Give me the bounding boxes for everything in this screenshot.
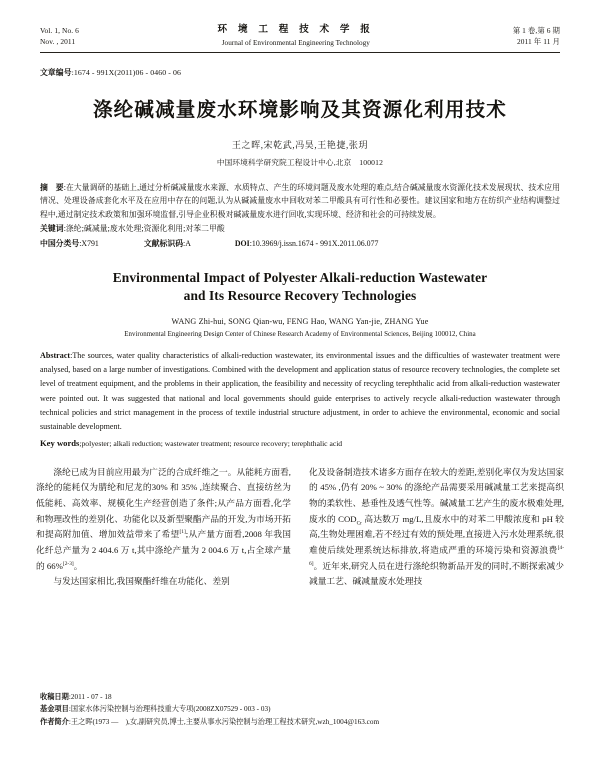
clc-value: :X791: [79, 239, 99, 249]
doi-label: DOI: [234, 239, 250, 249]
doccode-value: :A: [183, 239, 191, 249]
doccode-label: 文献标识码: [143, 239, 184, 249]
reference-marker: [4-6]: [309, 545, 564, 567]
footnote-received: [40, 691, 564, 703]
volume-issue-cn: 第 1 卷,第 6 期: [512, 25, 560, 35]
para-text: 化及设备制造技术诸多方面存在较大的差距,差别化率仅为发达国家的 45% ,仍有 20% ~ 30% 的涤纶产品需要采用碱减量工艺来提高织物的柔软性、悬垂性及透气性等。碱减量工艺产生的废水极难处理,废水的 COD: [309, 466, 564, 524]
abstract-en-text: :The sources, water quality characteristics of alkali-reduction wastewater, its environmental issues and the difficulties of wastewater treatment were analysed, based on a large number of investigations. Combined with the development and application status of resource recovery technologies, the complete set level of treatment equipment, and the problems in their application, the feasibility and necessity of recycling terephthalic acid from alkali-reduction wastewater were pointed out. It was suggested that national and local governments should guide enterprises to actively recycle alkali-reduction wastewater through technical policies and strict management in the process of textile industrial structure adjustment, in order to achieve the environmental, economic and social sustainable development.: [40, 350, 560, 432]
received-value: :2011 - 07 - 18: [68, 693, 112, 701]
title-en: [56, 269, 544, 306]
keywords-en-label: Key words: [40, 438, 80, 449]
body-column-left: [36, 465, 291, 590]
fund-value: :国家水体污染控制与治理科技重大专项(2008ZX07529 - 003 - 03): [68, 705, 271, 714]
footnotes: [40, 691, 564, 728]
paragraph: [309, 465, 564, 590]
article-number: [40, 67, 600, 78]
abstract-cn-text: :在大量调研的基础上,通过分析碱减量废水来源、水质特点、产生的环境问题及废水处理的难点,结合碱减量废水资源化技术发展现状、技术应用情况、处理设备成套化水平及在应用中存在的问题,认为从碱减量废水中回收对苯二甲酸具有可行性和必要性。建议国家和地方在纺织产业结构调整过程中,通过制定技术政策和加强环境监督,引导企业积极对碱减量废水进行回收,实现环境、经济和社会的可持续发展。: [40, 182, 560, 219]
authors-en: WANG Zhi-hui, SONG Qian-wu, FENG Hao, WANG Yan-jie, ZHANG Yue: [171, 316, 429, 326]
body-column-right: [309, 465, 564, 590]
date-cn: 2011 年 11 月: [516, 37, 560, 47]
abstract-cn-label: 摘 要: [40, 182, 64, 192]
keywords-cn-label: 关键词: [40, 224, 64, 234]
footnote-fund: [40, 703, 564, 715]
keywords-en: [40, 436, 560, 451]
abstract-cn: [40, 181, 560, 221]
volume-issue-en: Vol. 1, No. 6: [40, 25, 79, 35]
masthead-center: [79, 24, 513, 49]
keywords-cn: [40, 222, 560, 235]
clc-number: [40, 237, 99, 250]
doi[interactable]: [235, 237, 379, 250]
article-number-value: :1674 - 991X(2011)06 - 0460 - 06: [71, 68, 182, 78]
abstract-en-label: Abstract: [40, 350, 71, 360]
authors-cn: 王之晖,宋乾武,冯昊,王艳捷,张玥: [231, 139, 369, 150]
footnote-author-bio: [40, 716, 564, 728]
author-bio-value: :王之晖(1973 — ),女,副研究员,博士,主要从事水污染控制与治理工程技术研究,wzh_1004@163.com: [68, 717, 380, 726]
keywords-en-text: ;polyester; alkali reduction; wastewater treatment; resource recovery; terephthalic acid: [79, 439, 343, 449]
masthead-left: [40, 24, 79, 48]
masthead: [0, 0, 600, 49]
paragraph: [36, 465, 291, 575]
title-cn: 涤纶碱减量废水环境影响及其资源化利用技术: [92, 99, 507, 122]
abstract-en: [40, 349, 560, 435]
journal-title-en: Journal of Environmental Engineering Technology: [221, 39, 370, 47]
para-text: ;从产量方面看,2008 年我国化纤总产量为 2 404.6 万 t,其中涤纶产量为 2 004.6 万 t,占全球产量的 66%: [36, 529, 291, 571]
clc-label: 中国分类号: [40, 239, 80, 249]
masthead-divider: [40, 52, 560, 53]
para-text: 。: [73, 560, 83, 571]
para-text: 高达数万 mg/L,且废水中的对苯二甲酸浓度和 pH 较高,生物处理困难,若不经过有效的预处理,直接进入污水处理系统,很难使后续处理系统达标排放,将造成严重的环境污染和资源浪费: [309, 513, 564, 556]
title-en-line1: Environmental Impact of Polyester Alkali-reduction Wastewater: [112, 269, 488, 285]
subscript: Cr: [356, 520, 362, 527]
fund-label: 基金项目: [40, 705, 69, 714]
para-text: 涤纶已成为目前应用最为广泛的合成纤维之一。从能耗方面看,涤纶的能耗仅为腈纶和尼龙的: [36, 466, 291, 493]
keywords-cn-text: :涤纶;碱减量;废水处理;资源化利用;对苯二甲酸: [63, 224, 225, 234]
journal-title-cn: 环 境 工 程 技 术 学 报: [217, 24, 375, 35]
month-year-en: Nov. , 2011: [40, 37, 76, 47]
body-columns: [36, 465, 564, 590]
para-text: 与发达国家相比,我国聚酯纤维在功能化、差别: [53, 576, 230, 587]
classification-line: [40, 237, 560, 250]
reference-marker: [1]: [179, 529, 186, 536]
affiliation-cn: 中国环境科学研究院工程设计中心,北京 100012: [216, 157, 384, 167]
affiliation-en: Environmental Engineering Design Center of Chinese Research Academy of Environmental Sciences, Beijing 100012, China: [124, 330, 476, 338]
author-bio-label: 作者简介: [40, 717, 69, 726]
para-text: 30% 和 35% ,连续聚合、直接纺丝为低能耗、高效率、规模化生产经营创造了条件;从产品方面看,化学和物理改性的差别化、功能化以及新型聚酯产品的开发,为市场开拓和提高附加值、增加效益带来了希望: [36, 482, 291, 540]
received-label: 收稿日期: [40, 693, 69, 701]
reference-marker: [2-3]: [62, 560, 74, 567]
article-number-label: 文章编号: [40, 68, 72, 78]
title-en-line2: and Its Resource Recovery Technologies: [183, 288, 417, 304]
paragraph: [36, 574, 291, 590]
doi-value: :10.3969/j.issn.1674 - 991X.2011.06.077: [249, 239, 379, 249]
masthead-right: [513, 24, 560, 48]
para-text: 。近年来,研究人员在进行涤纶织物新品开发的同时,不断探索减少减量工艺、碱减量废水处理技: [309, 560, 564, 587]
document-code: [144, 237, 191, 250]
